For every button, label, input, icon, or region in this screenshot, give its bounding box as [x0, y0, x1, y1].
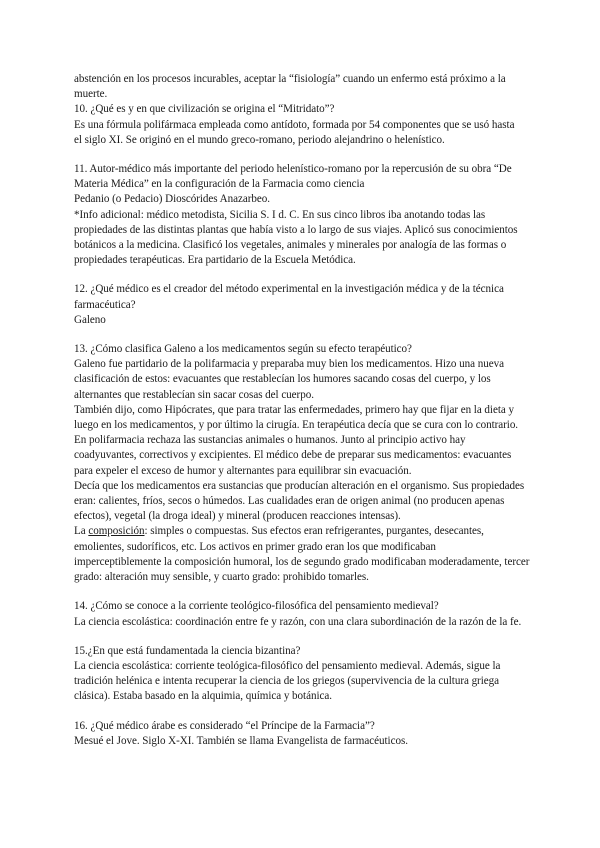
text-line: coadyuvantes, correctivos y excipientes. El médico debe de preparar sus medicamentos: evacuantes [74, 449, 512, 462]
text-line: imperceptiblemente la composición humoral, los de segundo grado modificaban moderadamente, tercer [74, 555, 530, 568]
text-line: *Info adicional: médico metodista, Sicilia S. I d. C. En sus cinco libros iba anotando todas las [74, 208, 486, 221]
question-heading: 14. ¿Cómo se conoce a la corriente teológico-filosófica del pensamiento medieval? [74, 600, 439, 613]
text-line: muerte. [74, 88, 108, 101]
question-16 [74, 719, 534, 749]
question-14 [74, 599, 534, 629]
question-heading: 11. Autor-médico más importante del periodo helenístico-romano por la repercusión de su obra “De [74, 163, 512, 176]
text-line: propiedades terapéuticas. Era partidario de la Escuela Metódica. [74, 254, 356, 267]
text-segment: : simples o compuestas. Sus efectos eran refrigerantes, purgantes, desecantes, [144, 525, 484, 538]
question-11 [74, 162, 534, 268]
text-line: efectos), vegetal (la droga ideal) y mineral (producen reacciones intensas). [74, 510, 401, 523]
underlined-term: composición [88, 525, 145, 538]
text-line: emolientes, sudoríficos, etc. Los activos en primer grado eran los que modificaban [74, 540, 436, 553]
text-line: tradición helénica e intenta recuperar la ciencia de los griegos (supervivencia de la cultura griega [74, 675, 499, 688]
text-line: Materia Médica” en la configuración de la Farmacia como ciencia [74, 178, 365, 191]
question-12 [74, 282, 534, 328]
paragraph-gap [74, 630, 534, 644]
paragraph-gap [74, 585, 534, 599]
text-line: clasificación de estos: evacuantes que restablecían los humores sacando cosas del cuerpo, y los [74, 373, 491, 386]
question-10 [74, 102, 534, 148]
text-line: abstención en los procesos incurables, aceptar la “fisiología” cuando un enfermo está próximo a la [74, 73, 506, 85]
text-line: La ciencia escolástica: coordinación entre fe y razón, con una clara subordinación de la razón de la fe. [74, 615, 522, 628]
question-heading: 16. ¿Qué médico árabe es considerado “el Príncipe de la Farmacia”? [74, 719, 375, 732]
text-line: Es una fórmula polifármaca empleada como antídoto, formada por 54 componentes que se usó hasta [74, 118, 515, 131]
question-13 [74, 342, 534, 585]
document-body [74, 72, 534, 749]
text-line-composicion [74, 524, 534, 539]
paragraph-gap [74, 328, 534, 342]
text-line: En polifarmacia rechaza las sustancias animales o humanos. Junto al principio activo hay [74, 434, 466, 447]
paragraph-gap [74, 705, 534, 719]
text-line: Mesué el Jove. Siglo X-XI. También se llama Evangelista de farmacéuticos. [74, 734, 408, 747]
question-heading: 15.¿En que está fundamentada la ciencia bizantina? [74, 644, 301, 657]
question-heading: 12. ¿Qué médico es el creador del método experimental en la investigación médica y de la técnica [74, 283, 504, 296]
text-line: clásica). Estaba basado en la alquimia, química y botánica. [74, 690, 332, 703]
text-line: La ciencia escolástica: corriente teológica-filosófico del pensamiento medieval. Además, sigue la [74, 659, 501, 672]
paragraph-gap [74, 148, 534, 162]
text-line: grado: alteración muy sensible, y cuarto grado: prohibido tomarles. [74, 571, 369, 584]
text-line: el siglo XI. Se originó en el mundo greco-romano, periodo alejandrino o helenístico. [74, 133, 445, 146]
paragraph-gap [74, 268, 534, 282]
text-segment: La [74, 525, 89, 538]
text-line: para expeler el exceso de humor y alternantes para equilibrar sin evacuación. [74, 464, 412, 477]
text-line: propiedades de las distintas plantas que había visto a lo largo de sus viajes. Aplicó sus conocimientos [74, 223, 518, 236]
question-15 [74, 644, 534, 705]
question-heading: 13. ¿Cómo clasifica Galeno a los medicamentos según su efecto terapéutico? [74, 343, 412, 356]
text-line: alternantes que restablecían sin sacar cosas del cuerpo. [74, 388, 314, 401]
text-line: Decía que los medicamentos era sustancias que producían alteración en el organismo. Sus propiedades [74, 479, 525, 492]
question-heading: 10. ¿Qué es y en que civilización se origina el “Mitridato”? [74, 103, 335, 116]
text-line: También dijo, como Hipócrates, que para tratar las enfermedades, primero hay que fijar en la dieta y [74, 403, 514, 416]
text-line: Galeno fue partidario de la polifarmacia y preparaba muy bien los medicamentos. Hizo una nueva [74, 358, 504, 371]
paragraph-continuation [74, 72, 534, 102]
text-line: eran: calientes, fríos, secos o húmedos. Las cualidades eran de origen animal (no producen apenas [74, 495, 505, 508]
text-line: farmacéutica? [74, 298, 136, 311]
text-line: Pedanio (o Pedacio) Dioscórides Anazarbeo. [74, 193, 270, 206]
text-line: luego en los medicamentos, y por último la cirugía. En terapéutica decía que se cura con lo contrario. [74, 419, 519, 432]
text-line: botánicos a la medicina. Clasificó los vegetales, animales y minerales por analogía de las formas o [74, 239, 507, 252]
text-line: Galeno [74, 313, 106, 326]
